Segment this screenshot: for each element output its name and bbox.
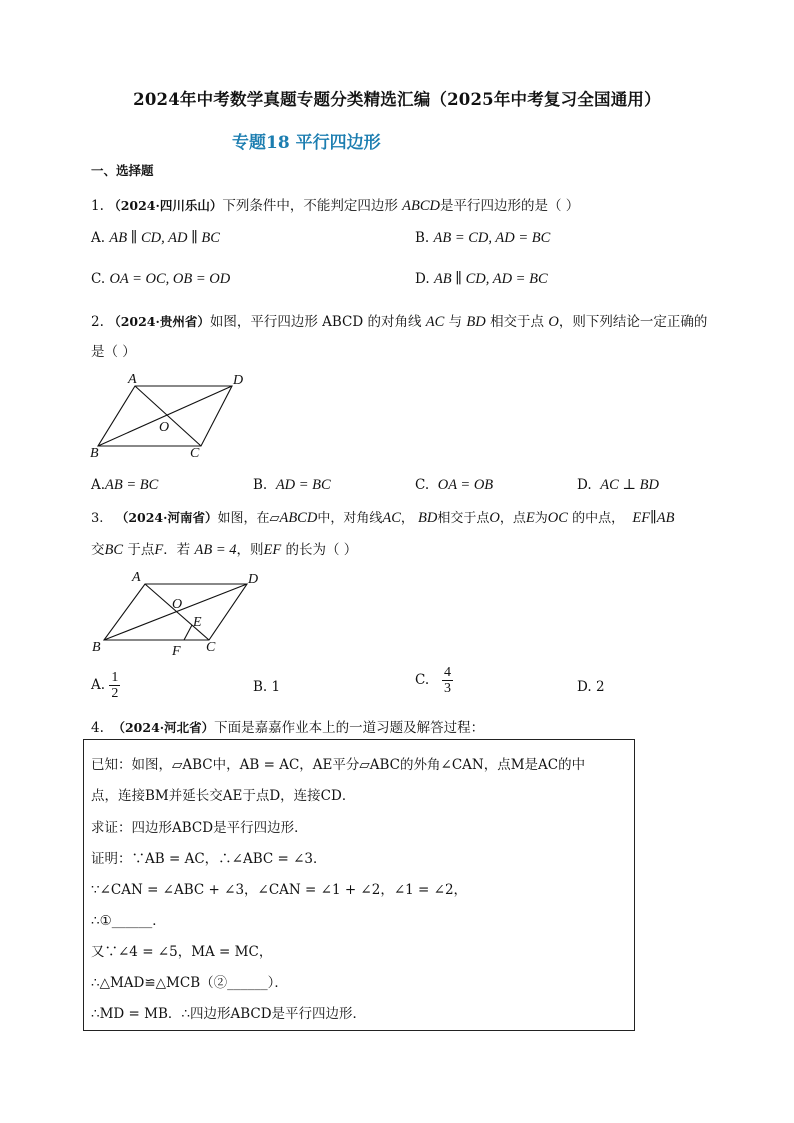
q3-label-d: D <box>248 572 259 587</box>
q2-label-a: A <box>128 372 137 387</box>
question-number: 1. <box>91 198 104 214</box>
q2-label-c: C <box>190 446 200 461</box>
q4-box-line-8: ∴△MAD≌△MCB（②______）． <box>91 975 288 991</box>
q2-option-b: B. AD = BC <box>253 477 331 493</box>
question-2-stem-cont: 是（ ） <box>91 344 136 360</box>
q3-label-f: F <box>172 644 181 659</box>
section-heading: 一、选择题 <box>91 163 154 178</box>
q3-option-b: B. 1 <box>253 679 281 695</box>
q4-box-line-3: 求证：四边形ABCD是平行四边形． <box>91 820 308 836</box>
topic-title: 专题18 平行四边形 <box>232 133 381 153</box>
q2-option-d: D. AC ⊥ BD <box>577 477 659 493</box>
q4-box-line-4: 证明：∵AB = AC，∴∠ABC = ∠3． <box>91 851 327 867</box>
question-source: （2024·四川乐山） <box>108 198 223 213</box>
question-4-stem: 4. （2024·河北省）下面是嘉嘉作业本上的一道习题及解答过程： <box>91 720 485 736</box>
q2-label-b: B <box>90 446 99 461</box>
q1-option-b: B. AB = CD, AD = BC <box>415 230 551 246</box>
q3-label-c: C <box>206 640 216 655</box>
q4-box-line-5: ∵∠CAN = ∠ABC + ∠3，∠CAN = ∠1 + ∠2，∠1 = ∠2， <box>91 882 468 898</box>
q3-option-c: C. $\frac{4}{3}$ <box>415 665 452 696</box>
q3-option-a: A. $\frac{1}{2}$ <box>91 670 119 701</box>
q2-option-a: A.AB = BC <box>91 477 159 493</box>
question-3-stem: 3. （2024·河南省）如图，在▱ABCD中，对角线AC， BD相交于点O，点E为OC 的中点， EF∥AB <box>91 510 675 526</box>
q4-box-line-1: 已知：如图，▱ABC中，AB = AC，AE平分▱ABC的外角∠CAN，点M是AC的中 <box>91 757 586 773</box>
q2-label-o: O <box>159 420 170 435</box>
q4-box-line-2: 点，连接BM并延长交AE于点D，连接CD． <box>91 788 356 804</box>
q2-option-c: C. OA = OB <box>415 477 494 493</box>
q4-box-line-7: 又∵∠4 = ∠5，MA = MC， <box>91 944 273 960</box>
q3-label-o: O <box>172 597 183 612</box>
q1-option-a: A. AB ∥ CD, AD ∥ BC <box>91 230 220 246</box>
q4-box-line-9: ∴MD = MB．∴四边形ABCD是平行四边形． <box>91 1006 367 1022</box>
q3-label-b: B <box>92 640 101 655</box>
q4-box-line-6: ∴①______． <box>91 913 166 929</box>
q3-option-d: D. 2 <box>577 679 605 695</box>
q1-option-d: D. AB ∥ CD, AD = BC <box>415 271 548 287</box>
question-1-stem: 1. （2024·四川乐山）下列条件中，不能判定四边形 ABCD是平行四边形的是（ ） <box>91 198 580 214</box>
q2-label-d: D <box>233 373 244 388</box>
q3-label-a: A <box>132 570 141 585</box>
question-2-stem: 2. （2024·贵州省）如图，平行四边形 ABCD 的对角线 AC 与 BD 相交于点 O，则下列结论一定正确的 <box>91 314 708 330</box>
document-title: 2024年中考数学真题专题分类精选汇编（2025年中考复习全国通用） <box>133 90 661 109</box>
q3-label-e: E <box>193 615 202 630</box>
question-3-stem-cont: 交BC 于点F．若 AB = 4，则EF 的长为（ ） <box>91 542 358 558</box>
q1-option-c: C. OA = OC, OB = OD <box>91 271 231 287</box>
